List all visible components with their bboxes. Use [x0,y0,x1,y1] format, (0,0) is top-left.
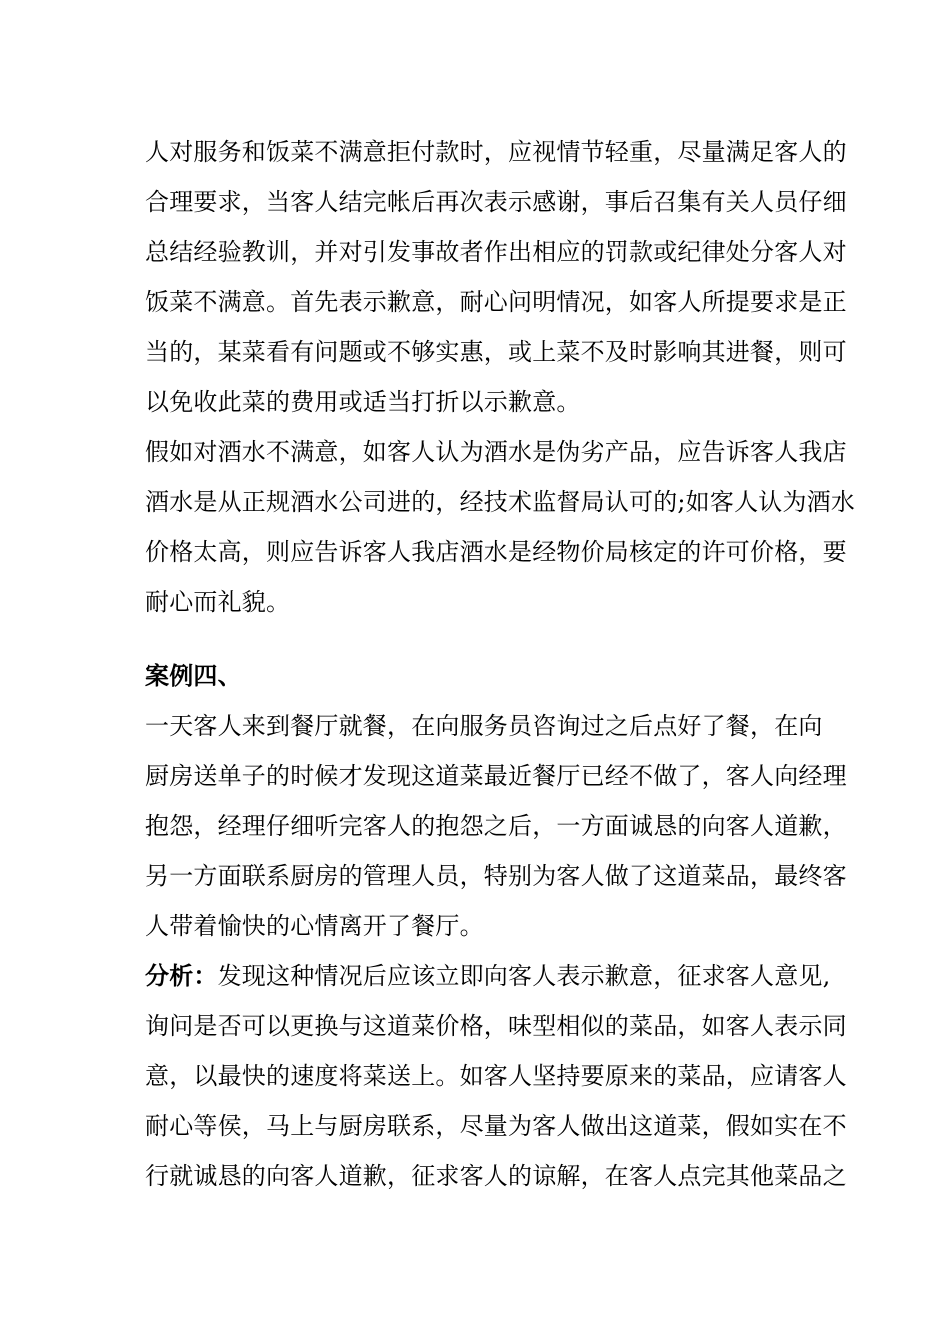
text-line: 以免收此菜的费用或适当打折以示歉意。 [145,388,581,416]
text-line: 一天客人来到餐厅就餐，在向服务员咨询过之后点好了餐，在向 [145,712,823,740]
text-line: 人对服务和饭菜不满意拒付款时，应视情节轻重，尽量满足客人的 [145,138,847,166]
text-line: 合理要求，当客人结完帐后再次表示感谢，事后召集有关人员仔细 [145,188,847,216]
text-line: 当的，某菜看有问题或不够实惠，或上菜不及时影响其进餐，则可 [145,338,847,366]
text-line: 人带着愉快的心情离开了餐厅。 [145,912,484,940]
text-line: 耐心而礼貌。 [145,588,291,616]
analysis-line [145,961,830,991]
text-line: 抱怨，经理仔细听完客人的抱怨之后，一方面诚恳的向客人道歉， [145,812,847,840]
text-line: 厨房送单子的时候才发现这道菜最近餐厅已经不做了，客人向经理 [145,762,847,790]
text-line: 酒水是从正规酒水公司进的，经技术监督局认可的;如客人认为酒水 [145,488,856,516]
text-line: 询问是否可以更换与这道菜价格，味型相似的菜品，如客人表示同 [145,1012,847,1040]
text-line: 耐心等侯，马上与厨房联系，尽量为客人做出这道菜，假如实在不 [145,1112,847,1140]
text-line: 行就诚恳的向客人道歉，征求客人的谅解，在客人点完其他菜品之 [145,1162,847,1190]
text-line: 总结经验教训，并对引发事故者作出相应的罚款或纪律处分客人对 [145,238,847,266]
section-heading: 案例四、 [145,661,242,690]
text-line: 意，以最快的速度将菜送上。如客人坚持要原来的菜品，应请客人 [145,1062,847,1090]
analysis-label: 分析： [145,961,218,990]
text-line: 另一方面联系厨房的管理人员，特别为客人做了这道菜品，最终客 [145,862,847,890]
analysis-text: 发现这种情况后应该立即向客人表示歉意，征求客人意见, [217,962,831,990]
text-line: 价格太高，则应告诉客人我店酒水是经物价局核定的许可价格，要 [145,538,847,566]
text-line: 假如对酒水不满意，如客人认为酒水是伪劣产品，应告诉客人我店 [145,438,847,466]
text-line: 饭菜不满意。首先表示歉意，耐心问明情况，如客人所提要求是正 [145,288,847,316]
